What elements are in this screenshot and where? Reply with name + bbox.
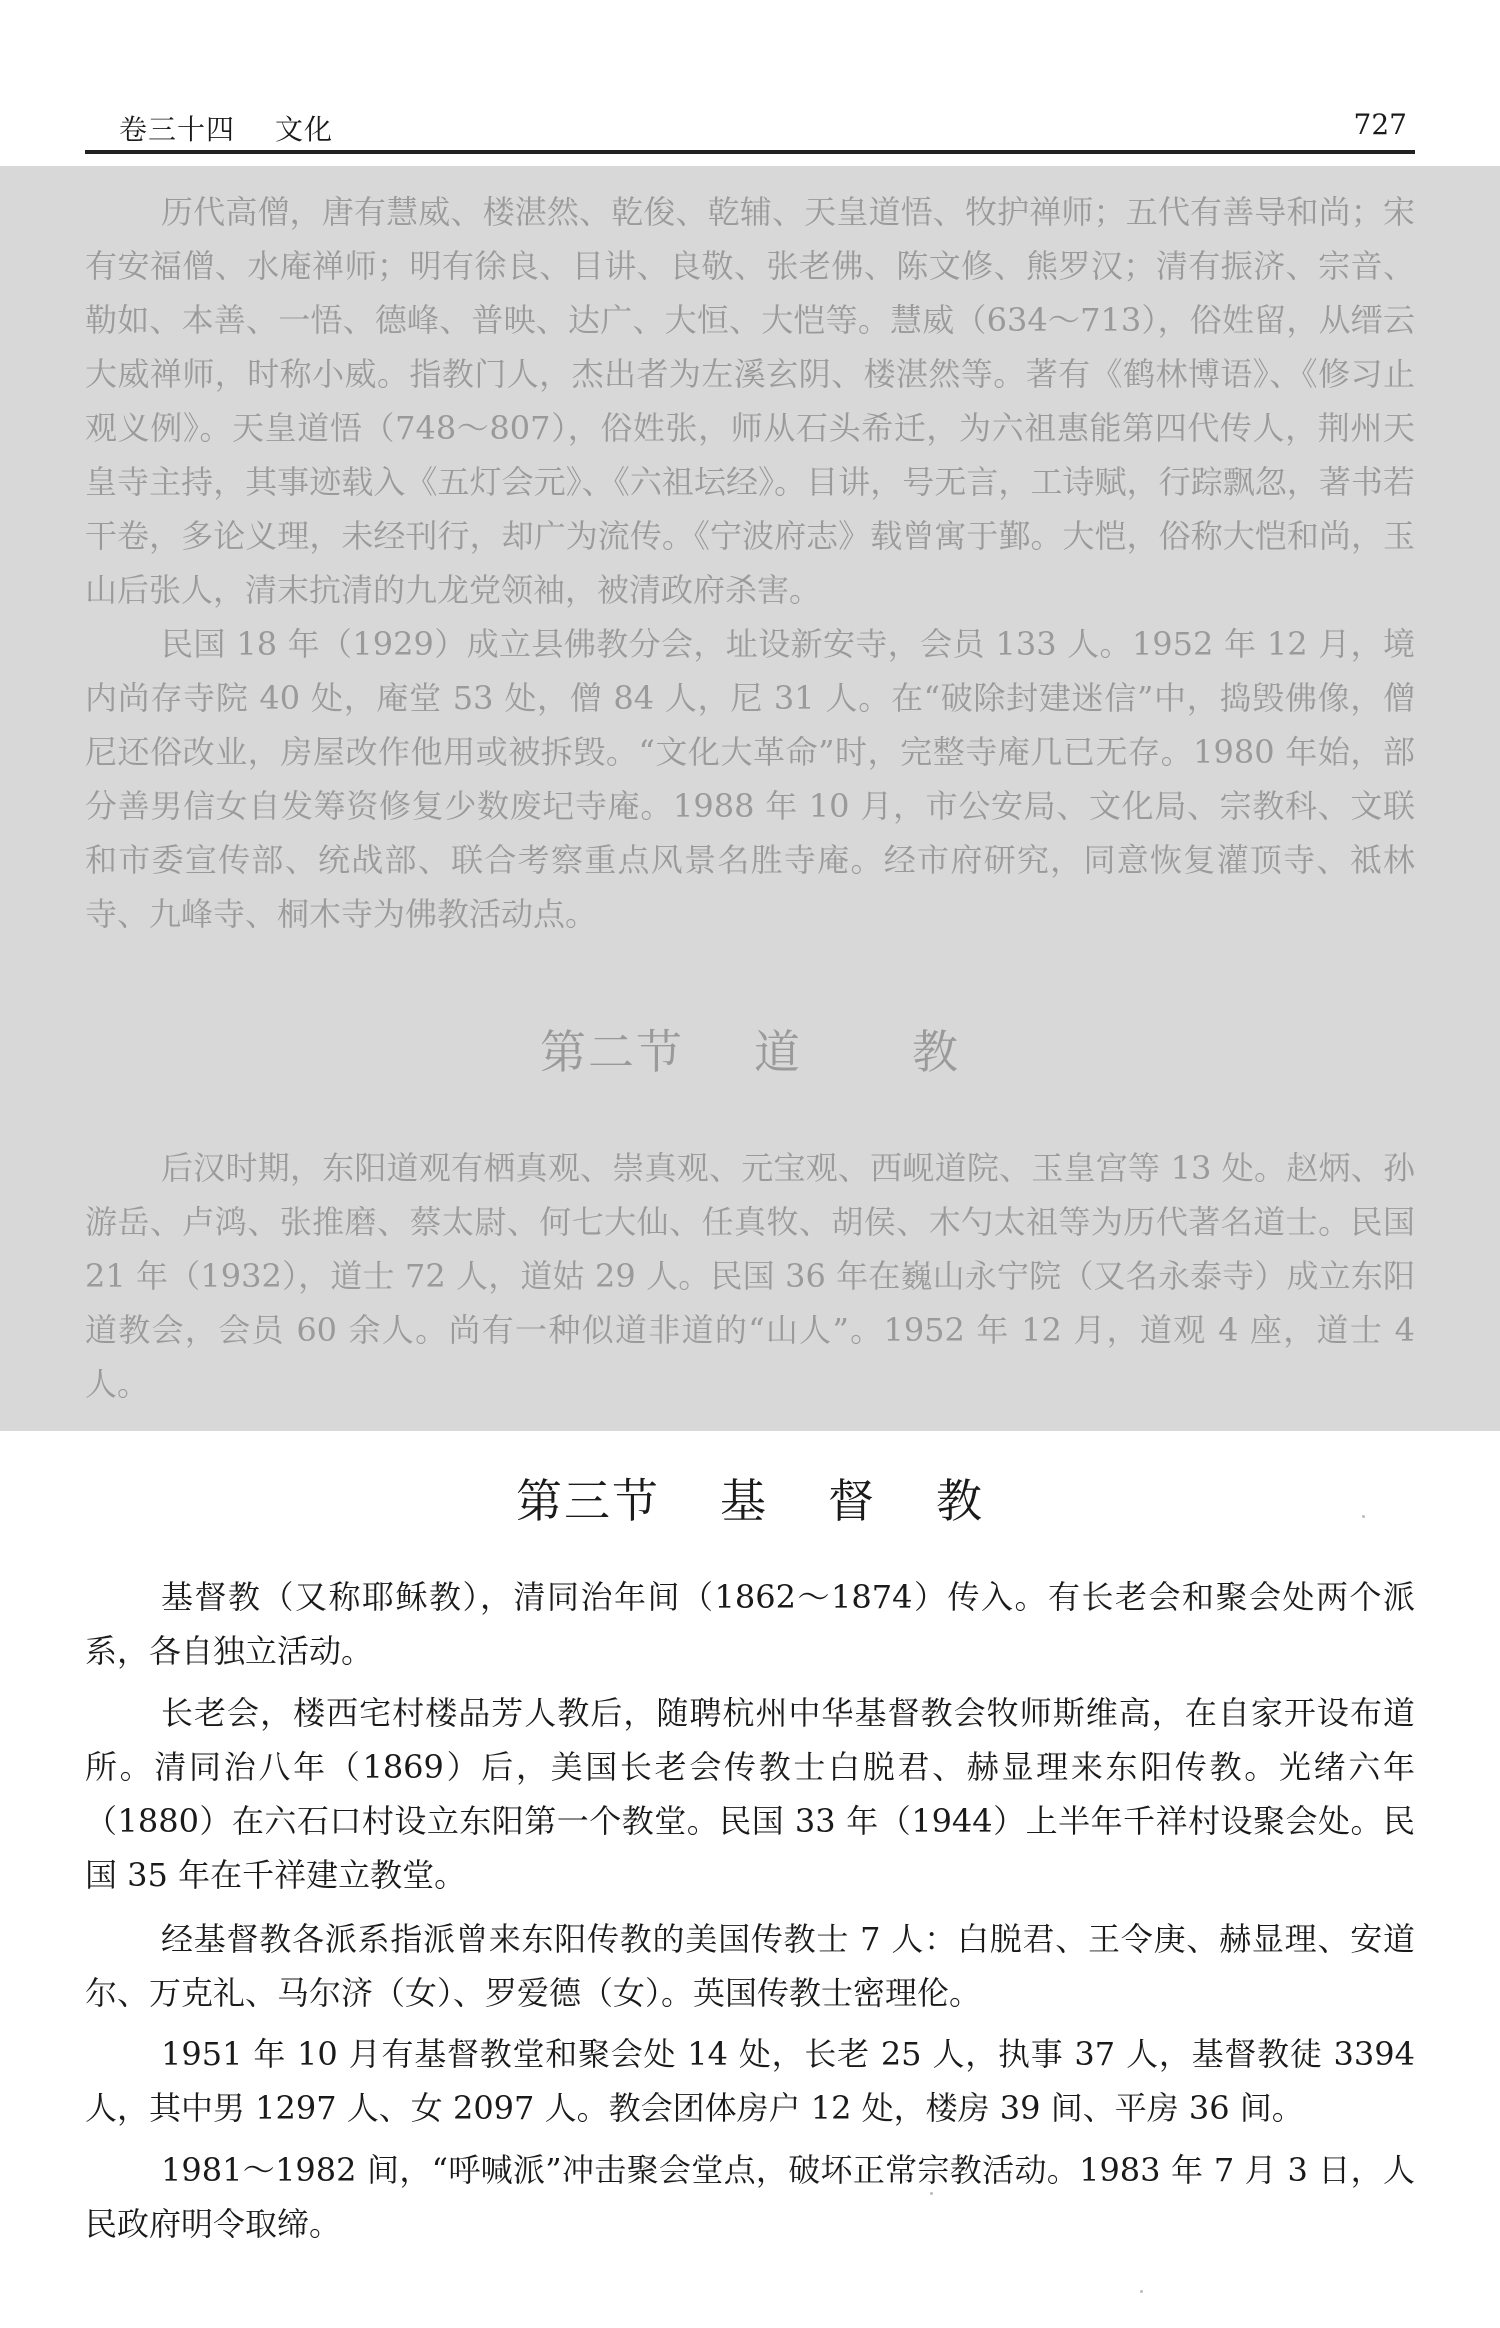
volume-label: 卷三十四 bbox=[119, 113, 236, 146]
chapter-label: 文化 bbox=[275, 113, 334, 146]
section-number: 第三节 bbox=[516, 1474, 660, 1528]
title-char: 教 bbox=[936, 1474, 984, 1528]
title-char: 基 bbox=[720, 1474, 768, 1528]
christianity-section-title bbox=[0, 1465, 1500, 1531]
running-head bbox=[119, 108, 333, 148]
buddhism-paragraph-2: 民国 18 年（1929）成立县佛教分会，址设新安寺，会员 133 人。1952 年 12 月，境内尚存寺院 40 处，庵堂 53 处，僧 84 人，尼 31 人。在“破除封建迷信”中，捣毁佛像，僧尼还俗改业，房屋改作他用或被拆毁。“文化大革命”时，完整寺庵几已无存。1980 年始，部分善男信女自发筹资修复少数废圮寺庵。1988 年 10 月，市公安局、文化局、宗教科、文联和市委宣传部、统战部、联合考察重点风景名胜寺庵。经市府研究，同意恢复灌顶寺、祗林寺、九峰寺、桐木寺为佛教活动点。 bbox=[85, 625, 1415, 933]
taoism-section-title bbox=[0, 1016, 1500, 1082]
christianity-paragraph-4: 1951 年 10 月有基督教堂和聚会处 14 处，长老 25 人，执事 37 人，基督教徒 3394 人，其中男 1297 人、女 2097 人。教会团体房户 12 处，楼房 39 间、平房 36 间。 bbox=[85, 2035, 1415, 2127]
taoism-paragraph-1: 后汉时期，东阳道观有栖真观、崇真观、元宝观、西岘道院、玉皇宫等 13 处。赵炳、孙游岳、卢鸿、张推磨、蔡太尉、何七大仙、任真牧、胡侯、木勺太祖等为历代著名道士。民国 21 年（1932），道士 72 人，道姑 29 人。民国 36 年在巍山永宁院（又名永泰寺）成立东阳道教会，会员 60 余人。尚有一种似道非道的“山人”。1952 年 12 月，道观 4 座，道士 4 人。 bbox=[85, 1149, 1415, 1403]
scan-speck bbox=[930, 2192, 933, 2195]
scan-speck bbox=[1140, 2290, 1143, 2293]
christianity-paragraph-5: 1981～1982 间，“呼喊派”冲击聚会堂点，破坏正常宗教活动。1983 年 7 月 3 日，人民政府明令取缔。 bbox=[85, 2151, 1415, 2243]
christianity-paragraph-2: 长老会，楼西宅村楼品芳人教后，随聘杭州中华基督教会牧师斯维高，在自家开设布道所。清同治八年（1869）后，美国长老会传教士白脱君、赫显理来东阳传教。光绪六年（1880）在六石口村设立东阳第一个教堂。民国 33 年（1944）上半年千祥村设聚会处。民国 35 年在千祥建立教堂。 bbox=[85, 1694, 1415, 1894]
title-char: 督 bbox=[828, 1474, 876, 1528]
section-number: 第二节 bbox=[540, 1025, 684, 1079]
title-char: 教 bbox=[912, 1025, 960, 1079]
christianity-paragraph-3: 经基督教各派系指派曾来东阳传教的美国传教士 7 人：白脱君、王令庚、赫显理、安道尔、万克礼、马尔济（女）、罗爱德（女）。英国传教士密理伦。 bbox=[85, 1920, 1415, 2012]
faded-region bbox=[0, 166, 1500, 1431]
christianity-paragraph-1: 基督教（又称耶稣教），清同治年间（1862～1874）传入。有长老会和聚会处两个派系，各自独立活动。 bbox=[85, 1578, 1415, 1670]
header-rule bbox=[85, 150, 1415, 154]
buddhism-paragraph-1: 历代高僧，唐有慧威、楼湛然、乾俊、乾辅、天皇道悟、牧护禅师；五代有善导和尚；宋有安福僧、水庵禅师；明有徐良、目讲、良敬、张老佛、陈文修、熊罗汉；清有振济、宗音、勒如、本善、一悟、德峰、普映、达广、大恒、大恺等。慧威（634～713），俗姓留，从缙云大威禅师，时称小威。指教门人，杰出者为左溪玄阴、楼湛然等。著有《鹤林博语》、《修习止观义例》。天皇道悟（748～807），俗姓张，师从石头希迁，为六祖惠能第四代传人，荆州天皇寺主持，其事迹载入《五灯会元》、《六祖坛经》。目讲，号无言，工诗赋，行踪飘忽，著书若干卷，多论义理，未经刊行，却广为流传。《宁波府志》载曾寓于鄞。大恺，俗称大恺和尚，玉山后张人，清末抗清的九龙党领袖，被清政府杀害。 bbox=[85, 193, 1415, 609]
page-number: 727 bbox=[1353, 108, 1407, 141]
scan-speck bbox=[1362, 1515, 1365, 1518]
title-char: 道 bbox=[754, 1025, 802, 1079]
page-header bbox=[95, 108, 1415, 148]
